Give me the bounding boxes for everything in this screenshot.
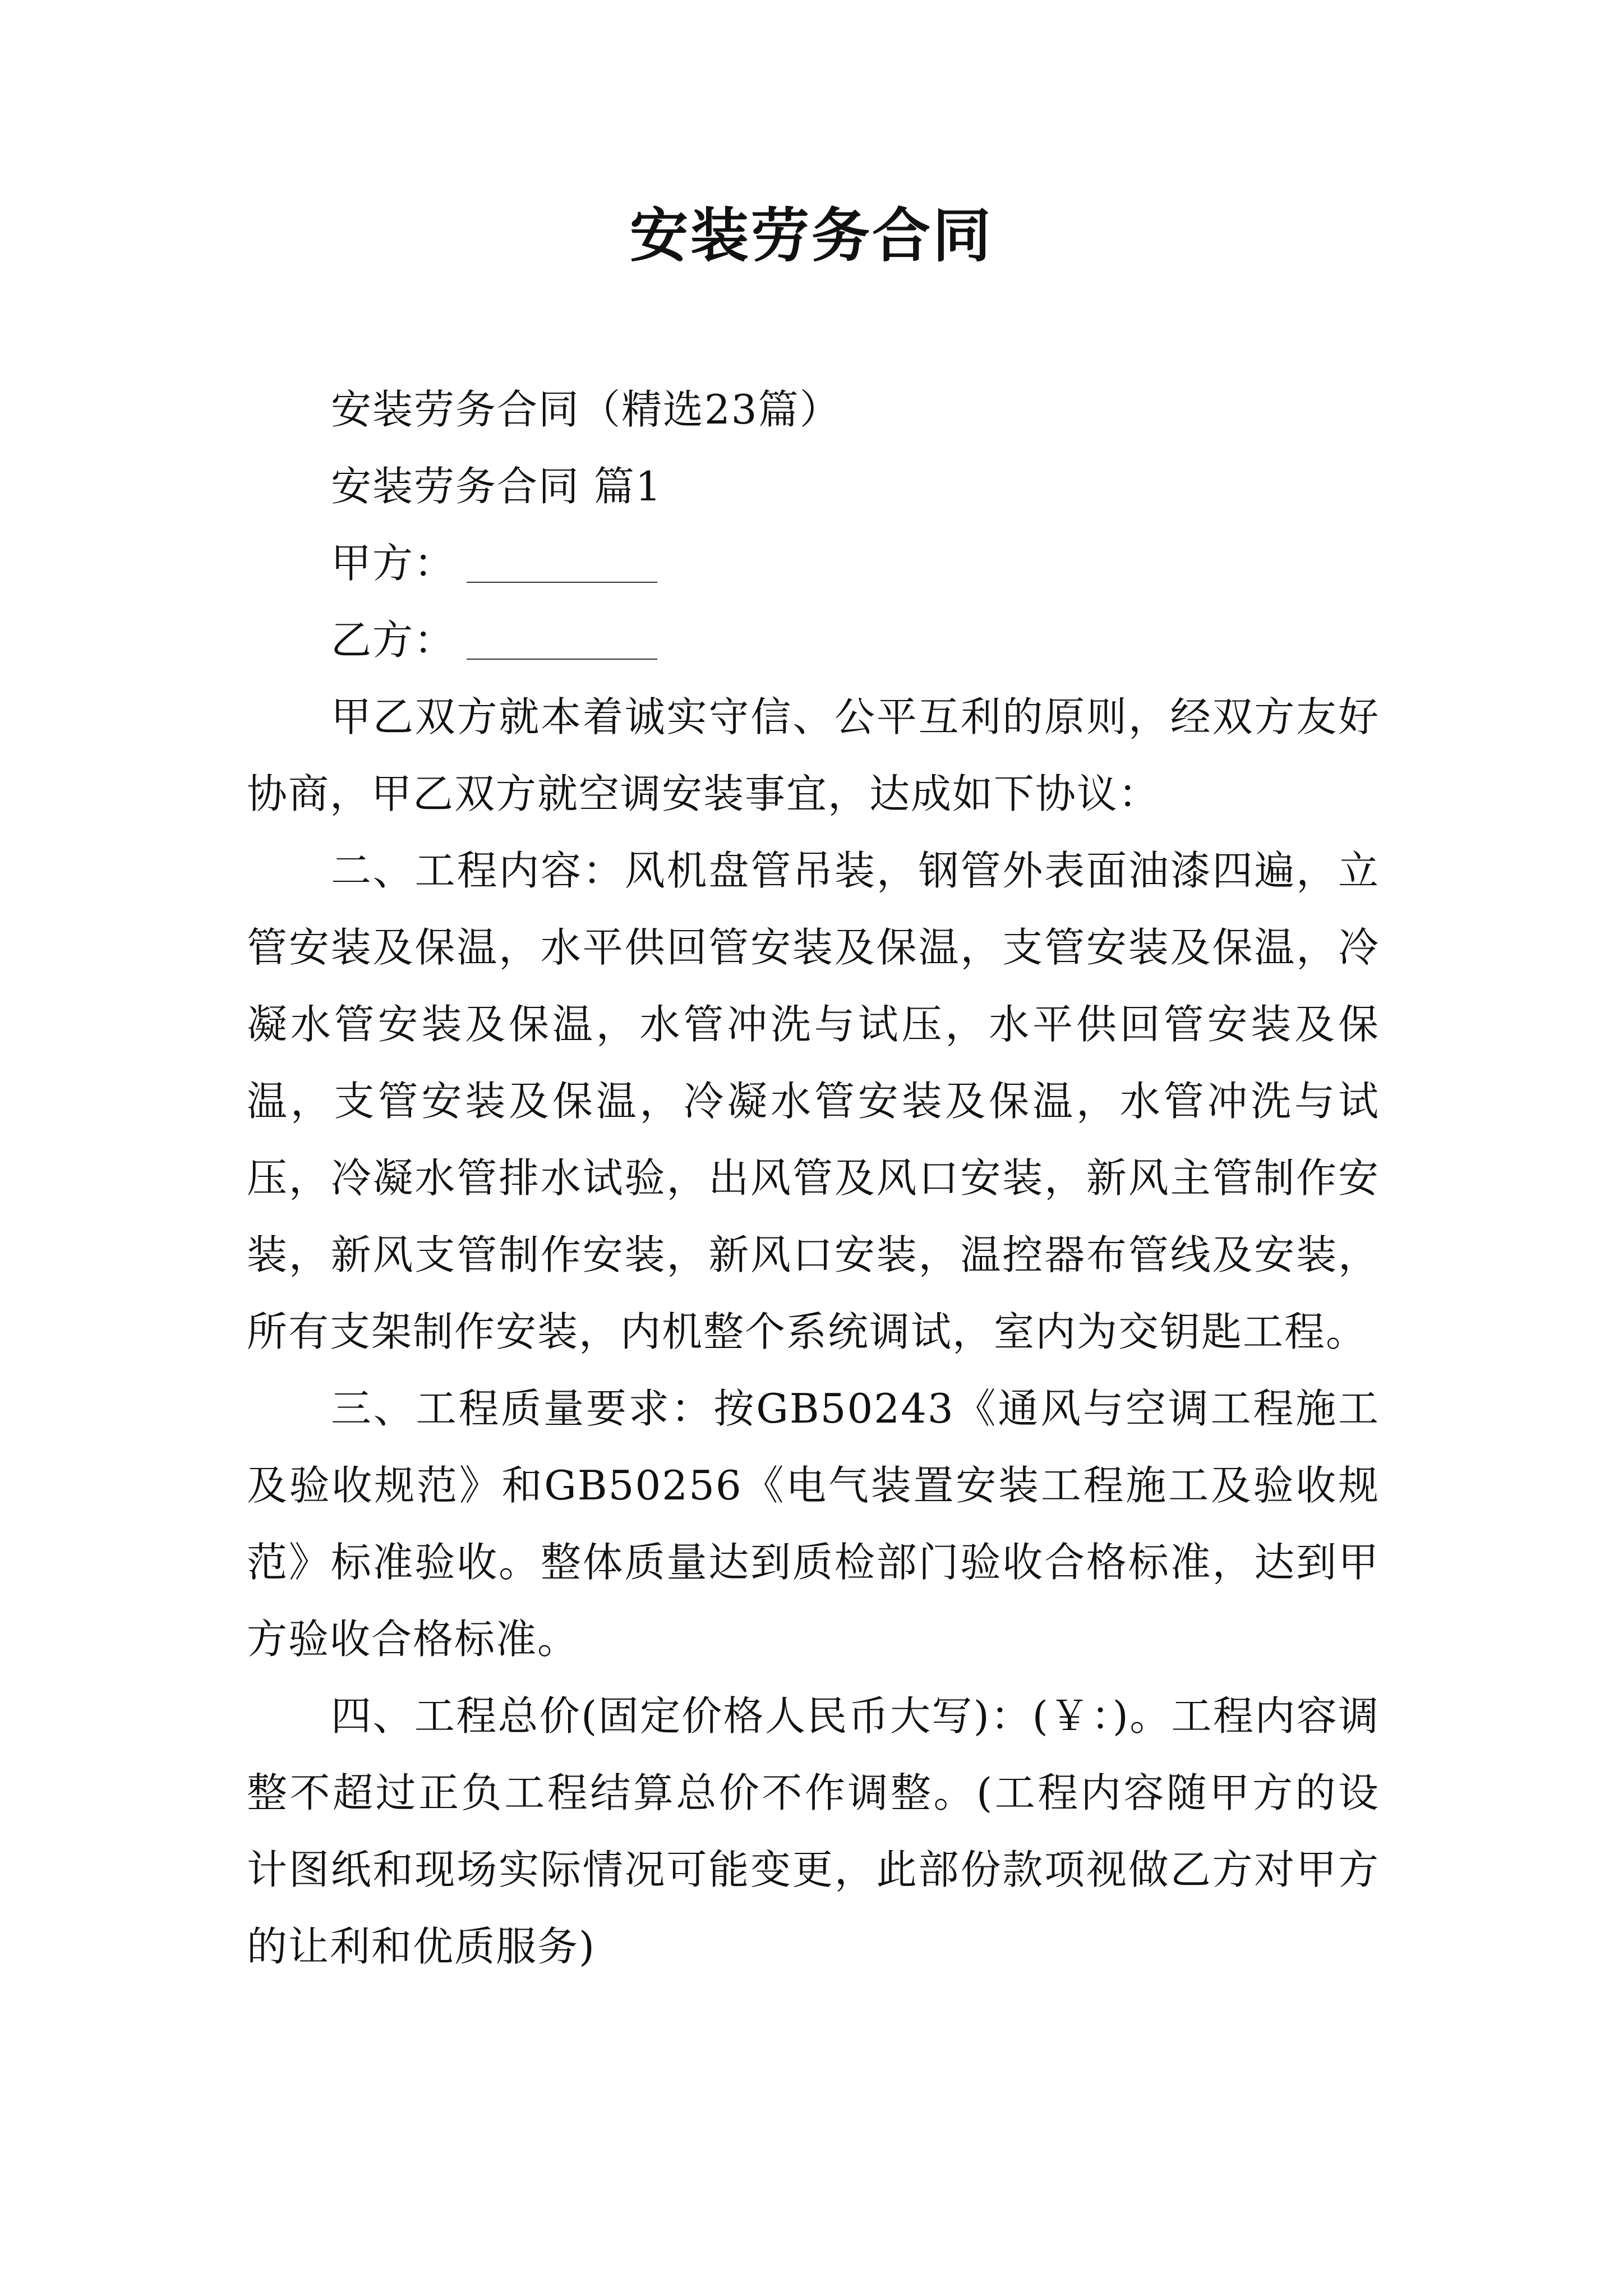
party-a-line [247,525,1380,602]
party-b-label: 乙方： [331,616,456,664]
document-subtitle: 安装劳务合同（精选23篇） [331,386,841,433]
paragraph-intro: 甲乙双方就本着诚实守信、公平互利的原则，经双方友好协商，甲乙双方就空调安装事宜，达成如下协议： [247,693,1380,817]
paragraph-total-price: 四、工程总价(固定价格人民币大写)：(￥：)。工程内容调整不超过正负工程结算总价不作调整。(工程内容随甲方的设计图纸和现场实际情况可能变更，此部份款项视做乙方对甲方的让利和优质服务) [247,1692,1380,1970]
paragraph-project-content: 二、工程内容：风机盘管吊装，钢管外表面油漆四遍，立管安装及保温，水平供回管安装及保温，支管安装及保温，冷凝水管安装及保温，水管冲洗与试压，水平供回管安装及保温，支管安装及保温，冷凝水管安装及保温，水管冲洗与试压，冷凝水管排水试验，出风管及风口安装，新风主管制作安装，新风支管制作安装，新风口安装，温控器布管线及安装，所有支架制作安装，内机整个系统调试，室内为交钥匙工程。 [247,847,1380,1355]
party-a-label: 甲方： [331,540,456,587]
paragraph-quality-requirements: 三、工程质量要求：按GB50243《通风与空调工程施工及验收规范》和GB50256《电气装置安装工程施工及验收规范》标准验收。整体质量达到质检部门验收合格标准，达到甲方验收合格标准。 [247,1385,1380,1663]
document-title: 安装劳务合同 [629,201,993,270]
document-body [247,371,1380,1985]
section-heading: 安装劳务合同 篇1 [331,463,662,510]
party-b-blank [467,619,657,660]
party-a-blank [467,542,657,583]
party-b-line [247,602,1380,679]
